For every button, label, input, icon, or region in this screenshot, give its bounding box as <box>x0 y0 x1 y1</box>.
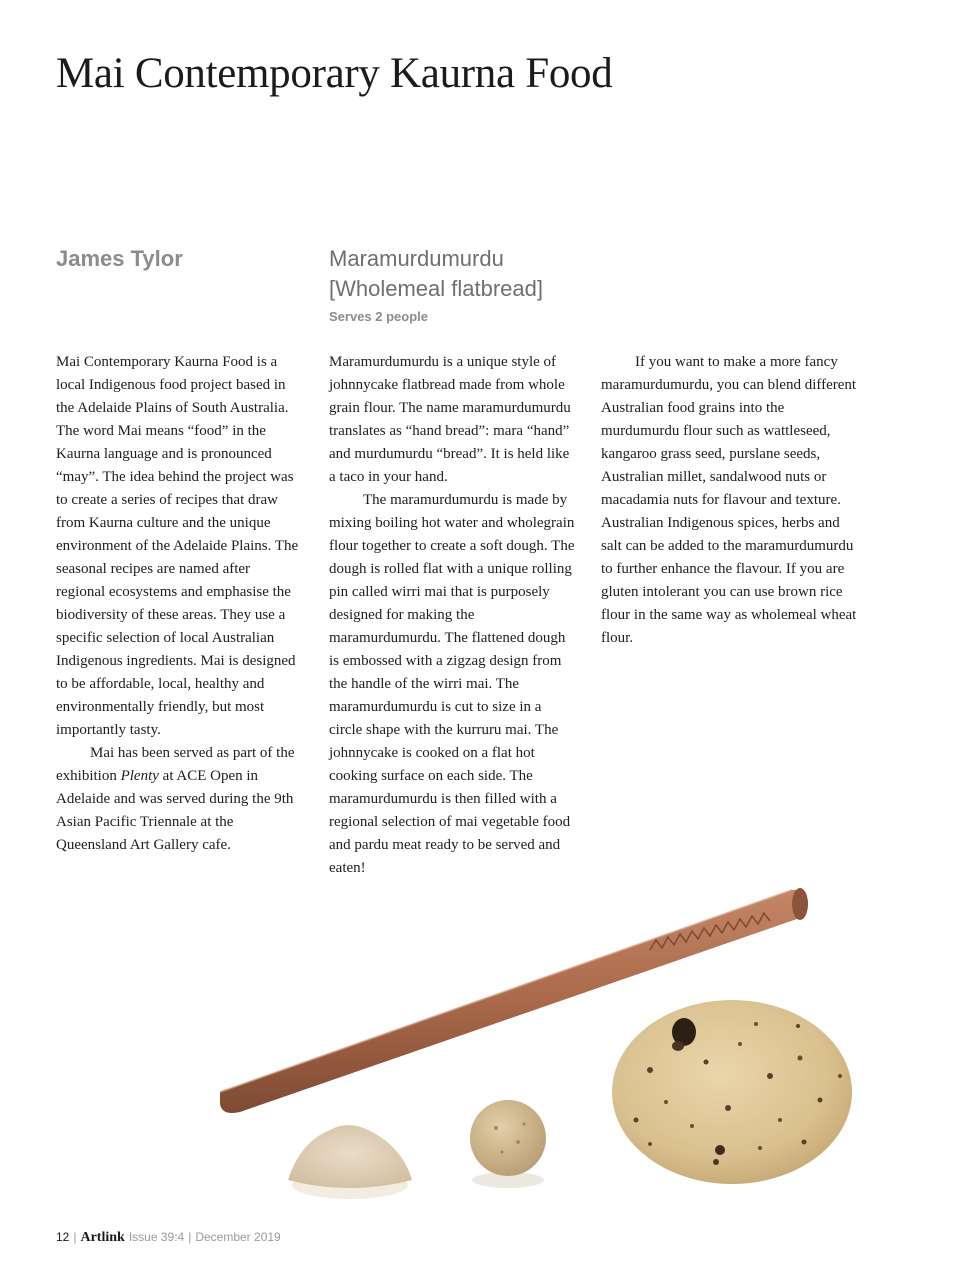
article-column-2 <box>329 351 575 880</box>
intro-paragraph: Mai Contemporary Kaurna Food is a local Indigenous food project based in the Adelaide Plains of South Australia. The word Mai means “food” in the Kaurna language and is pronounced “may”. The idea behind the project was to create a series of recipes that draw from Kaurna culture and the unique environment of the Adelaide Plains. The seasonal recipes are named after regional ecosystems and emphasise the biodiversity of these areas. They use a specific selection of local Australian Indigenous ingredients. Mai is designed to be affordable, local, healthy and environmentally friendly, but most importantly tasty. <box>56 354 299 738</box>
recipe-title-line2: [Wholemeal flatbread] <box>329 276 543 301</box>
magazine-name: Artlink <box>80 1230 125 1245</box>
page-number: 12 <box>56 1230 70 1244</box>
flour-pile <box>288 1125 412 1199</box>
author-name: James Tylor <box>56 246 183 271</box>
recipe-serves: Serves 2 people <box>329 309 428 324</box>
food-photo-illustration <box>180 880 878 1210</box>
recipe-variation-paragraph: If you want to make a more fancy maramurdumurdu, you can blend different Australian food grains into the murdumurdu flour such as wattleseed, kangaroo grass seed, purslane seeds, Australian millet, sandalwood nuts or macadamia nuts for flavour and texture. Australian Indigenous spices, herbs and salt can be added to the maramurdumurdu to further enhance the flavour. If you are gluten intolerant you can use brown rice flour in the same way as wholemeal wheat flour. <box>601 354 857 646</box>
footer-separator: | <box>73 1230 77 1244</box>
recipe-title-line1: Maramurdumurdu <box>329 246 504 271</box>
exhibition-title: Plenty <box>120 768 159 784</box>
footer-separator-2: | <box>188 1230 192 1244</box>
flatbread <box>612 1000 852 1184</box>
recipe-method-paragraph: The maramurdumurdu is made by mixing boiling hot water and wholegrain flour together to create a soft dough. The dough is rolled flat with a unique rolling pin called wirri mai that is purposely designed for making the maramurdumurdu. The flattened dough is embossed with a zigzag design from the handle of the wirri mai. The maramurdumurdu is cut to size in a circle shape with the kurruru mai. The johnnycake is cooked on a flat hot cooking surface on each side. The maramurdumurdu is then filled with a regional selection of mai vegetable food and pardu meat ready to be served and eaten! <box>329 492 575 876</box>
article-column-3 <box>601 351 863 650</box>
dough-ball <box>470 1100 546 1188</box>
food-photo <box>180 880 878 1210</box>
recipe-description-paragraph: Maramurdumurdu is a unique style of johnnycake flatbread made from whole grain flour. The name maramurdumurdu translates as “hand bread”: mara “hand” and murdumurdu “bread”. It is held like a taco in your hand. <box>329 354 571 485</box>
page-title: Mai Contemporary Kaurna Food <box>56 50 613 97</box>
article-column-1 <box>56 351 302 857</box>
issue-date: December 2019 <box>195 1230 281 1244</box>
exhibition-paragraph: Mai has been served as part of the exhibition Plenty at ACE Open in Adelaide and was served during the 9th Asian Pacific Triennale at the Queensland Art Gallery cafe. <box>56 745 295 853</box>
issue-number: Issue 39:4 <box>128 1230 185 1244</box>
recipe-header <box>329 244 589 326</box>
page-footer <box>56 1228 281 1247</box>
